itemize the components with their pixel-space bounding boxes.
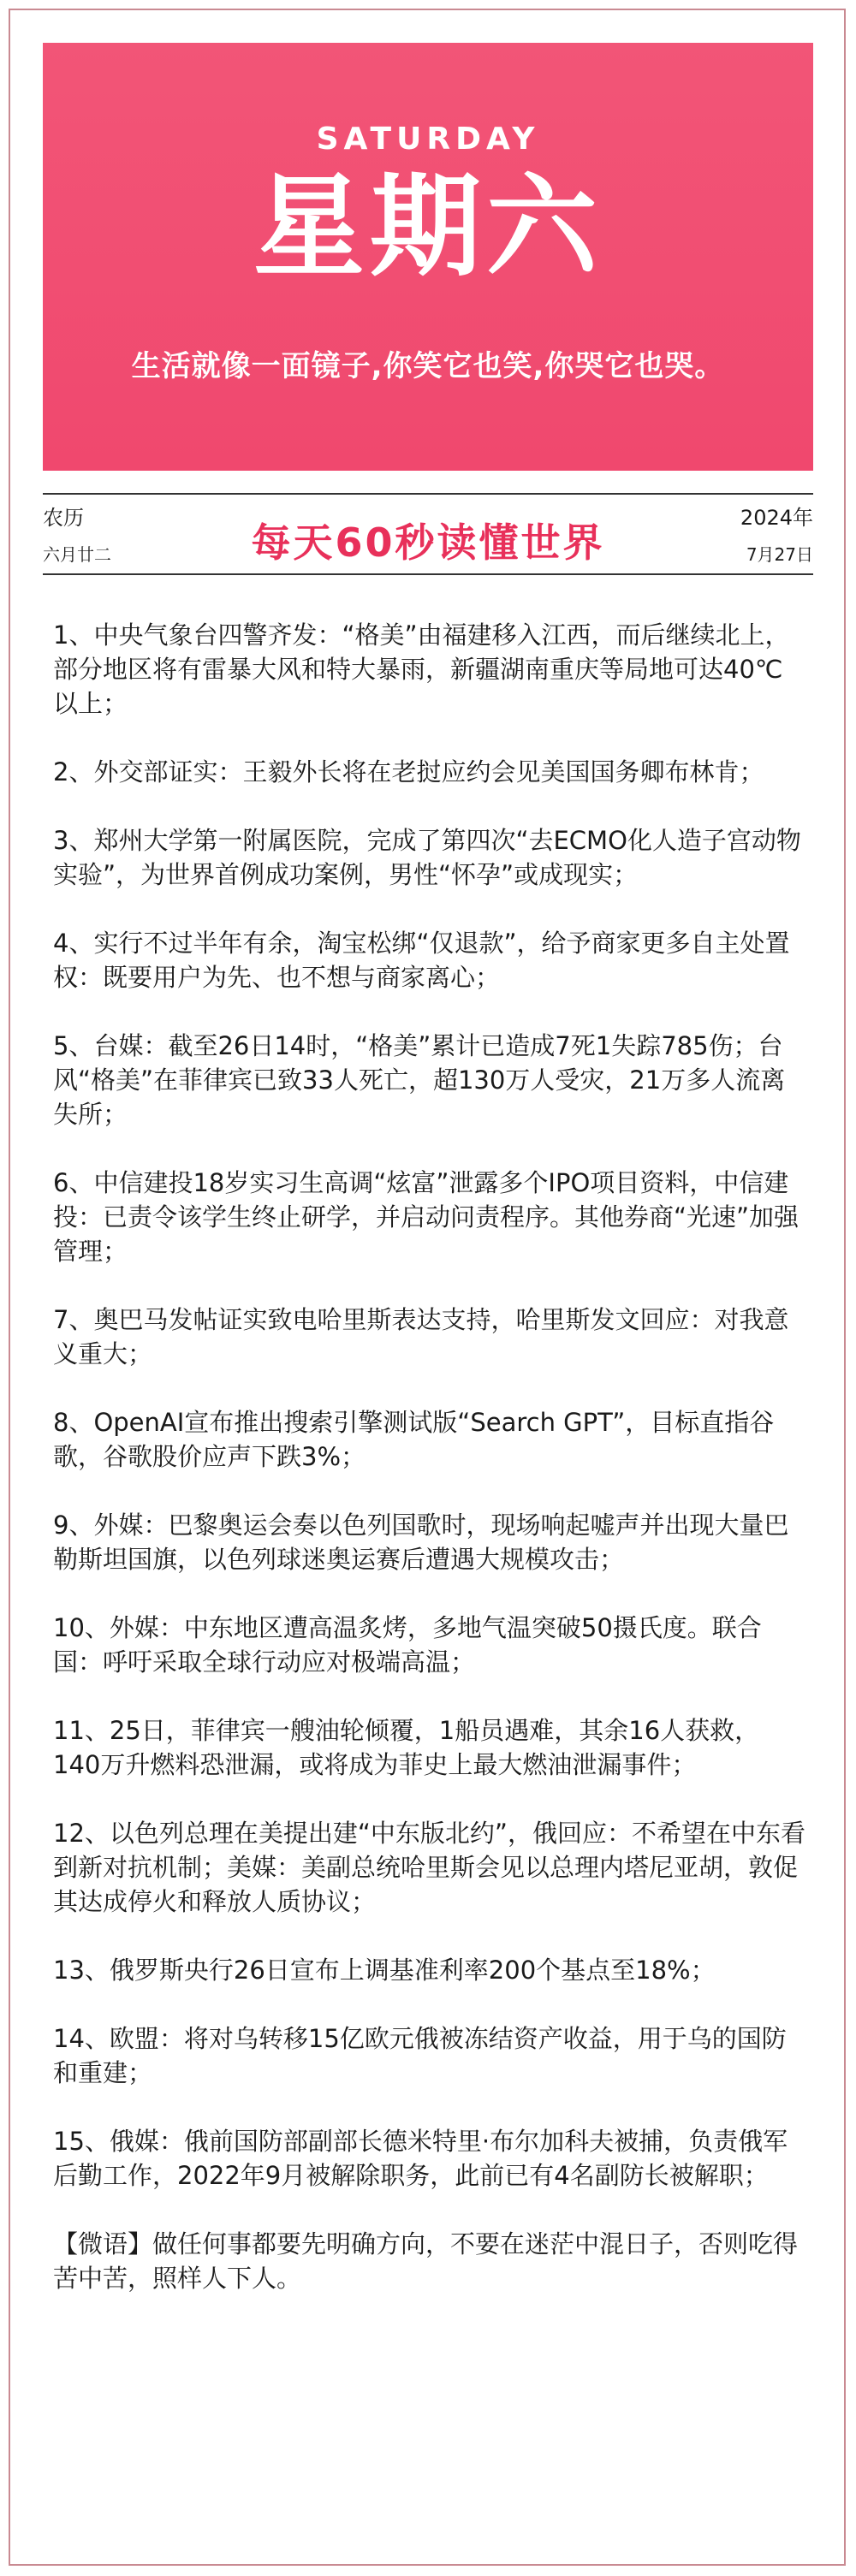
news-item: 14、欧盟：将对乌转移15亿欧元俄被冻结资产收益，用于乌的国防和重建；	[53, 2024, 787, 2087]
news-item: 4、实行不过半年有余，淘宝松绑“仅退款”，给予商家更多自主处置权：既要用户为先、也不想与商家离心；	[53, 929, 790, 992]
news-item: 8、OpenAI宣布推出搜索引擎测试版“Search GPT”，目标直指谷歌，谷歌股价应声下跌3%；	[53, 1408, 775, 1471]
daily-quote: 【微语】做任何事都要先明确方向，不要在迷茫中混日子，否则吃得苦中苦，照样人下人。	[53, 2229, 799, 2293]
news-item: 6、中信建投18岁实习生高调“炫富”泄露多个IPO项目资料，中信建投：已责令该学生终止研学，并启动问责程序。其他券商“光速”加强管理；	[53, 1168, 800, 1266]
news-item: 12、以色列总理在美提出建“中东版北约”，俄回应：不希望在中东看到新对抗机制；美媒：美副总统哈里斯会见以总理内塔尼亚胡，敦促其达成停火和释放人质协议；	[53, 1819, 805, 1916]
month-day-label: 7月27日	[746, 544, 813, 565]
news-item: 5、台媒：截至26日14时，“格美”累计已造成7死1失踪785伤；台风“格美”在菲律宾已致33人死亡，超130万人受灾，21万多人流离失所；	[53, 1031, 786, 1129]
news-item: 1、中央气象台四警齐发：“格美”由福建移入江西，而后继续北上，部分地区将有雷暴大风和特大暴雨，新疆湖南重庆等局地可达40℃以上；	[53, 620, 790, 718]
weekday-chinese: 星期六	[253, 162, 603, 292]
news-list	[53, 618, 806, 2330]
news-item: 7、奥巴马发帖证实致电哈里斯表达支持，哈里斯发文回应：对我意义重大；	[53, 1305, 789, 1368]
header-top-rule	[43, 493, 813, 495]
news-item: 9、外媒：巴黎奥运会奏以色列国歌时，现场响起嘘声并出现大量巴勒斯坦国旗，以色列球迷奥运赛后遭遇大规模攻击；	[53, 1511, 789, 1574]
news-item: 2、外交部证实：王毅外长将在老挝应约会见美国国务卿布林肯；	[53, 757, 764, 786]
news-item: 11、25日，菲律宾一艘油轮倾覆，1船员遇难，其余16人获救，140万升燃料恐泄漏，或将成为菲史上最大燃油泄漏事件；	[53, 1716, 760, 1779]
news-item: 10、外媒：中东地区遭高温炙烤，多地气温突破50摄氏度。联合国：呼吁采取全球行动应对极端高温；	[53, 1613, 762, 1677]
news-item: 15、俄媒：俄前国防部副部长德米特里·布尔加科夫被捕，负责俄军后勤工作，2022年9月被解除职务，此前已有4名副防长被解职；	[53, 2127, 788, 2190]
page-title: 每天60秒读懂世界	[251, 519, 605, 566]
year-label: 2024年	[740, 506, 813, 530]
news-item: 13、俄罗斯央行26日宣布上调基准利率200个基点至18%；	[53, 1956, 716, 1985]
news-item: 3、郑州大学第一附属医院，完成了第四次“去ECMO化人造子宫动物实验”，为世界首例成功案例，男性“怀孕”或成现实；	[53, 826, 801, 889]
weekday-english: SATURDAY	[316, 122, 540, 157]
banner-motto: 生活就像一面镜子,你笑它也笑,你哭它也哭。	[131, 349, 725, 383]
date-banner	[43, 43, 813, 471]
lunar-label: 农历	[43, 506, 84, 530]
header-bottom-rule	[43, 573, 813, 575]
lunar-date: 六月廿二	[43, 544, 111, 565]
